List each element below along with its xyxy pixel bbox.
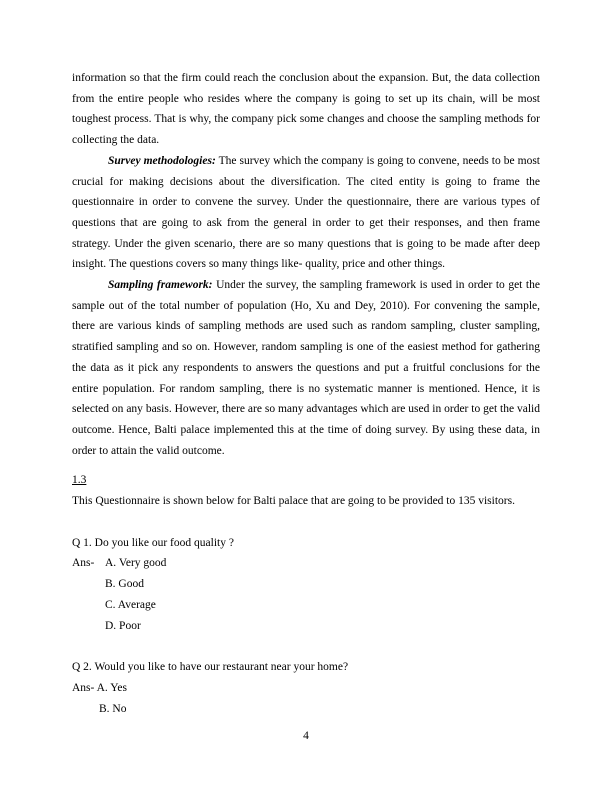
answer-row — [72, 553, 540, 574]
sampling-framework-heading: Sampling framework: — [108, 279, 213, 292]
answer-prefix: Ans- — [72, 557, 95, 570]
page-number: 4 — [303, 730, 309, 742]
question-block-2 — [72, 657, 540, 719]
answer-row — [72, 678, 540, 699]
survey-methodologies-heading: Survey methodologies: — [108, 154, 216, 167]
answer-option: A. Very good — [105, 557, 167, 570]
questionnaire-intro: This Questionnaire is shown below for Balti palace that are going to be provided to 135 visitors. — [72, 495, 515, 508]
question-block-1 — [72, 533, 540, 637]
answer-option: B. Good — [105, 578, 144, 591]
question-text: Q 1. Do you like our food quality ? — [72, 536, 234, 549]
sampling-framework-text: Under the survey, the sampling framework is used in order to get the sample out of the total number of population (Ho, Xu and Dey, 2010). For convening the sample, there are various kinds of sampling methods are used such as random sampling, cluster sampling, stratified sampling and so on. However, random sampling is one of the easiest method for gathering the data as it pick any respondents to answers the questions and put a fruitful conclusions for the entire population. For random sampling, there is no systematic manner is mentioned. Hence, it is selected on any basis. However, there are so many advantages which are used in order to get the valid outcome. Hence, Balti palace implemented this at the time of doing survey. By using these data, in order to attain the valid outcome. — [72, 279, 540, 457]
answer-option: A. Yes — [96, 681, 127, 694]
answer-option: B. No — [99, 702, 127, 715]
survey-methodologies-text: The survey which the company is going to convene, needs to be most crucial for making decisions about the diversification. The cited entity is going to frame the questionnaire in order to convene the survey. Under the questionnaire, there are various types of questions that are going to ask from the general in order to get their responses, and then frame strategy. Under the given scenario, there are so many questions that is going to be made after deep insight. The questions covers so many things like- quality, price and other things. — [72, 154, 540, 271]
spacer — [72, 636, 540, 657]
paragraph-survey-methodologies — [72, 151, 540, 275]
question-text: Q 2. Would you like to have our restaurant near your home? — [72, 661, 349, 674]
section-number: 1.3 — [72, 474, 87, 487]
paragraph-expansion: information so that the firm could reach the conclusion about the expansion. But, the data collection from the entire people who resides where the company is going to set up its chain, will be most toughest process. That is why, the company pick some changes and choose the sampling methods for collecting the data. — [72, 72, 540, 147]
answer-prefix: Ans- — [72, 681, 95, 694]
spacer — [72, 512, 540, 533]
answer-option: D. Poor — [105, 619, 141, 632]
document-page — [72, 68, 540, 719]
answer-option: C. Average — [105, 598, 156, 611]
paragraph-sampling-framework — [72, 275, 540, 461]
